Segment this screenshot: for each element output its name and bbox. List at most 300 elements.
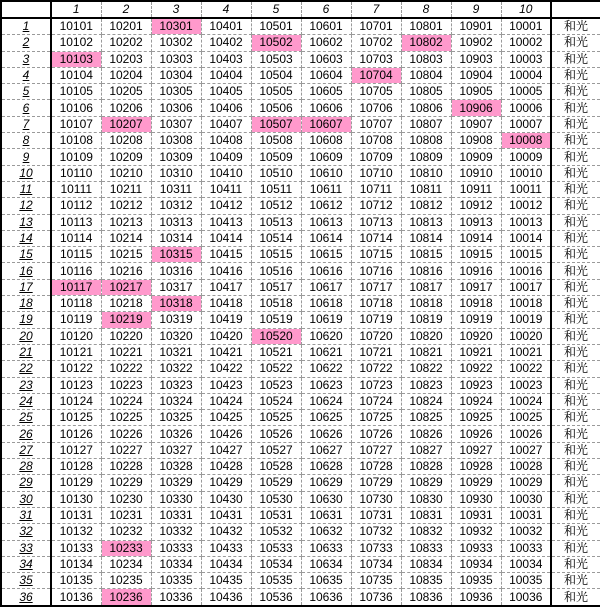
data-cell[interactable]: 10403	[201, 51, 251, 67]
data-cell[interactable]: 10631	[301, 507, 351, 523]
data-cell[interactable]: 10710	[351, 165, 401, 181]
data-cell[interactable]: 10436	[201, 589, 251, 606]
data-cell[interactable]: 10117	[51, 279, 101, 295]
data-cell[interactable]: 10801	[401, 18, 451, 35]
data-cell[interactable]: 10405	[201, 84, 251, 100]
data-cell[interactable]: 10036	[501, 589, 551, 606]
data-cell[interactable]: 10518	[251, 296, 301, 312]
data-cell[interactable]: 10713	[351, 214, 401, 230]
data-cell[interactable]: 10124	[51, 393, 101, 409]
data-cell[interactable]: 10914	[451, 230, 501, 246]
data-cell[interactable]: 10320	[151, 328, 201, 344]
data-cell[interactable]: 10620	[301, 328, 351, 344]
data-cell[interactable]: 10533	[251, 540, 301, 556]
data-cell[interactable]: 10918	[451, 296, 501, 312]
data-cell[interactable]: 10215	[101, 247, 151, 263]
data-cell[interactable]: 10404	[201, 67, 251, 83]
data-cell[interactable]: 10736	[351, 589, 401, 606]
data-cell[interactable]: 10511	[251, 181, 301, 197]
data-cell[interactable]: 10505	[251, 84, 301, 100]
data-cell[interactable]: 10601	[301, 18, 351, 35]
data-cell[interactable]: 10214	[101, 230, 151, 246]
data-cell[interactable]: 10813	[401, 214, 451, 230]
data-cell[interactable]: 10228	[101, 459, 151, 475]
data-cell[interactable]: 10030	[501, 491, 551, 507]
data-cell[interactable]: 10625	[301, 410, 351, 426]
data-cell[interactable]: 10616	[301, 263, 351, 279]
data-cell[interactable]: 10119	[51, 312, 101, 328]
data-cell[interactable]: 10707	[351, 116, 401, 132]
data-cell[interactable]: 10106	[51, 100, 101, 116]
data-cell[interactable]: 10021	[501, 344, 551, 360]
data-cell[interactable]: 10924	[451, 393, 501, 409]
data-cell[interactable]: 10223	[101, 377, 151, 393]
data-cell[interactable]: 10714	[351, 230, 401, 246]
data-cell[interactable]: 10122	[51, 361, 101, 377]
data-cell[interactable]: 10201	[101, 18, 151, 35]
data-cell[interactable]: 10734	[351, 556, 401, 572]
data-cell[interactable]: 10335	[151, 573, 201, 589]
data-cell[interactable]: 10222	[101, 361, 151, 377]
data-cell[interactable]: 10731	[351, 507, 401, 523]
data-cell[interactable]: 10908	[451, 133, 501, 149]
data-cell[interactable]: 10919	[451, 312, 501, 328]
data-cell[interactable]: 10118	[51, 296, 101, 312]
data-cell[interactable]: 10311	[151, 181, 201, 197]
data-cell[interactable]: 10336	[151, 589, 201, 606]
data-cell[interactable]: 10802	[401, 35, 451, 51]
data-cell[interactable]: 10035	[501, 573, 551, 589]
data-cell[interactable]: 10523	[251, 377, 301, 393]
data-cell[interactable]: 10903	[451, 51, 501, 67]
data-cell[interactable]: 10219	[101, 312, 151, 328]
data-cell[interactable]: 10004	[501, 67, 551, 83]
data-cell[interactable]: 10003	[501, 51, 551, 67]
data-cell[interactable]: 10716	[351, 263, 401, 279]
data-cell[interactable]: 10902	[451, 35, 501, 51]
data-cell[interactable]: 10906	[451, 100, 501, 116]
data-cell[interactable]: 10534	[251, 556, 301, 572]
data-cell[interactable]: 10527	[251, 442, 301, 458]
data-cell[interactable]: 10127	[51, 442, 101, 458]
data-cell[interactable]: 10621	[301, 344, 351, 360]
data-cell[interactable]: 10629	[301, 475, 351, 491]
data-cell[interactable]: 10017	[501, 279, 551, 295]
data-cell[interactable]: 10824	[401, 393, 451, 409]
data-cell[interactable]: 10333	[151, 540, 201, 556]
data-cell[interactable]: 10623	[301, 377, 351, 393]
data-cell[interactable]: 10104	[51, 67, 101, 83]
data-cell[interactable]: 10421	[201, 344, 251, 360]
data-cell[interactable]: 10107	[51, 116, 101, 132]
data-cell[interactable]: 10920	[451, 328, 501, 344]
data-cell[interactable]: 10917	[451, 279, 501, 295]
data-cell[interactable]: 10506	[251, 100, 301, 116]
data-cell[interactable]: 10504	[251, 67, 301, 83]
data-cell[interactable]: 10008	[501, 133, 551, 149]
data-cell[interactable]: 10514	[251, 230, 301, 246]
data-cell[interactable]: 10703	[351, 51, 401, 67]
data-cell[interactable]: 10510	[251, 165, 301, 181]
data-cell[interactable]: 10807	[401, 116, 451, 132]
data-cell[interactable]: 10911	[451, 181, 501, 197]
data-cell[interactable]: 10130	[51, 491, 101, 507]
data-cell[interactable]: 10414	[201, 230, 251, 246]
data-cell[interactable]: 10025	[501, 410, 551, 426]
data-cell[interactable]: 10432	[201, 524, 251, 540]
data-cell[interactable]: 10115	[51, 247, 101, 263]
data-cell[interactable]: 10226	[101, 426, 151, 442]
data-cell[interactable]: 10717	[351, 279, 401, 295]
data-cell[interactable]: 10733	[351, 540, 401, 556]
data-cell[interactable]: 10132	[51, 524, 101, 540]
data-cell[interactable]: 10831	[401, 507, 451, 523]
data-cell[interactable]: 10409	[201, 149, 251, 165]
data-cell[interactable]: 10321	[151, 344, 201, 360]
data-cell[interactable]: 10608	[301, 133, 351, 149]
data-cell[interactable]: 10433	[201, 540, 251, 556]
data-cell[interactable]: 10205	[101, 84, 151, 100]
data-cell[interactable]: 10521	[251, 344, 301, 360]
data-cell[interactable]: 10125	[51, 410, 101, 426]
data-cell[interactable]: 10032	[501, 524, 551, 540]
data-cell[interactable]: 10309	[151, 149, 201, 165]
data-cell[interactable]: 10317	[151, 279, 201, 295]
data-cell[interactable]: 10322	[151, 361, 201, 377]
data-cell[interactable]: 10402	[201, 35, 251, 51]
data-cell[interactable]: 10221	[101, 344, 151, 360]
data-cell[interactable]: 10611	[301, 181, 351, 197]
data-cell[interactable]: 10930	[451, 491, 501, 507]
data-cell[interactable]: 10613	[301, 214, 351, 230]
data-cell[interactable]: 10712	[351, 198, 401, 214]
data-cell[interactable]: 10029	[501, 475, 551, 491]
data-cell[interactable]: 10327	[151, 442, 201, 458]
data-cell[interactable]: 10420	[201, 328, 251, 344]
data-cell[interactable]: 10609	[301, 149, 351, 165]
data-cell[interactable]: 10213	[101, 214, 151, 230]
data-cell[interactable]: 10227	[101, 442, 151, 458]
data-cell[interactable]: 10934	[451, 556, 501, 572]
data-cell[interactable]: 10635	[301, 573, 351, 589]
data-cell[interactable]: 10525	[251, 410, 301, 426]
data-cell[interactable]: 10910	[451, 165, 501, 181]
data-cell[interactable]: 10723	[351, 377, 401, 393]
data-cell[interactable]: 10622	[301, 361, 351, 377]
data-cell[interactable]: 10204	[101, 67, 151, 83]
data-cell[interactable]: 10835	[401, 573, 451, 589]
data-cell[interactable]: 10034	[501, 556, 551, 572]
data-cell[interactable]: 10225	[101, 410, 151, 426]
data-cell[interactable]: 10725	[351, 410, 401, 426]
data-cell[interactable]: 10726	[351, 426, 401, 442]
data-cell[interactable]: 10415	[201, 247, 251, 263]
data-cell[interactable]: 10927	[451, 442, 501, 458]
data-cell[interactable]: 10519	[251, 312, 301, 328]
data-cell[interactable]: 10818	[401, 296, 451, 312]
data-cell[interactable]: 10730	[351, 491, 401, 507]
data-cell[interactable]: 10702	[351, 35, 401, 51]
data-cell[interactable]: 10536	[251, 589, 301, 606]
data-cell[interactable]: 10324	[151, 393, 201, 409]
data-cell[interactable]: 10817	[401, 279, 451, 295]
data-cell[interactable]: 10010	[501, 165, 551, 181]
data-cell[interactable]: 10411	[201, 181, 251, 197]
data-cell[interactable]: 10830	[401, 491, 451, 507]
data-cell[interactable]: 10905	[451, 84, 501, 100]
data-cell[interactable]: 10803	[401, 51, 451, 67]
data-cell[interactable]: 10024	[501, 393, 551, 409]
data-cell[interactable]: 10526	[251, 426, 301, 442]
data-cell[interactable]: 10832	[401, 524, 451, 540]
data-cell[interactable]: 10306	[151, 100, 201, 116]
data-cell[interactable]: 10823	[401, 377, 451, 393]
data-cell[interactable]: 10209	[101, 149, 151, 165]
data-cell[interactable]: 10834	[401, 556, 451, 572]
data-cell[interactable]: 10434	[201, 556, 251, 572]
data-cell[interactable]: 10532	[251, 524, 301, 540]
data-cell[interactable]: 10208	[101, 133, 151, 149]
data-cell[interactable]: 10229	[101, 475, 151, 491]
data-cell[interactable]: 10236	[101, 589, 151, 606]
data-cell[interactable]: 10633	[301, 540, 351, 556]
data-cell[interactable]: 10513	[251, 214, 301, 230]
data-cell[interactable]: 10607	[301, 116, 351, 132]
data-cell[interactable]: 10816	[401, 263, 451, 279]
data-cell[interactable]: 10708	[351, 133, 401, 149]
data-cell[interactable]: 10423	[201, 377, 251, 393]
data-cell[interactable]: 10129	[51, 475, 101, 491]
data-cell[interactable]: 10706	[351, 100, 401, 116]
data-cell[interactable]: 10013	[501, 214, 551, 230]
data-cell[interactable]: 10231	[101, 507, 151, 523]
data-cell[interactable]: 10430	[201, 491, 251, 507]
data-cell[interactable]: 10312	[151, 198, 201, 214]
data-cell[interactable]: 10020	[501, 328, 551, 344]
data-cell[interactable]: 10935	[451, 573, 501, 589]
data-cell[interactable]: 10916	[451, 263, 501, 279]
data-cell[interactable]: 10011	[501, 181, 551, 197]
data-cell[interactable]: 10022	[501, 361, 551, 377]
data-cell[interactable]: 10418	[201, 296, 251, 312]
data-cell[interactable]: 10331	[151, 507, 201, 523]
data-cell[interactable]: 10933	[451, 540, 501, 556]
data-cell[interactable]: 10602	[301, 35, 351, 51]
data-cell[interactable]: 10829	[401, 475, 451, 491]
data-cell[interactable]: 10821	[401, 344, 451, 360]
data-cell[interactable]: 10720	[351, 328, 401, 344]
data-cell[interactable]: 10827	[401, 442, 451, 458]
data-cell[interactable]: 10520	[251, 328, 301, 344]
data-cell[interactable]: 10711	[351, 181, 401, 197]
data-cell[interactable]: 10709	[351, 149, 401, 165]
data-cell[interactable]: 10224	[101, 393, 151, 409]
data-cell[interactable]: 10134	[51, 556, 101, 572]
data-cell[interactable]: 10401	[201, 18, 251, 35]
data-cell[interactable]: 10217	[101, 279, 151, 295]
data-cell[interactable]: 10110	[51, 165, 101, 181]
data-cell[interactable]: 10210	[101, 165, 151, 181]
data-cell[interactable]: 10516	[251, 263, 301, 279]
data-cell[interactable]: 10429	[201, 475, 251, 491]
data-cell[interactable]: 10704	[351, 67, 401, 83]
data-cell[interactable]: 10308	[151, 133, 201, 149]
data-cell[interactable]: 10530	[251, 491, 301, 507]
data-cell[interactable]: 10503	[251, 51, 301, 67]
data-cell[interactable]: 10925	[451, 410, 501, 426]
data-cell[interactable]: 10328	[151, 459, 201, 475]
data-cell[interactable]: 10006	[501, 100, 551, 116]
data-cell[interactable]: 10822	[401, 361, 451, 377]
data-cell[interactable]: 10604	[301, 67, 351, 83]
data-cell[interactable]: 10624	[301, 393, 351, 409]
data-cell[interactable]: 10128	[51, 459, 101, 475]
data-cell[interactable]: 10926	[451, 426, 501, 442]
data-cell[interactable]: 10428	[201, 459, 251, 475]
data-cell[interactable]: 10330	[151, 491, 201, 507]
data-cell[interactable]: 10508	[251, 133, 301, 149]
data-cell[interactable]: 10133	[51, 540, 101, 556]
data-cell[interactable]: 10002	[501, 35, 551, 51]
data-cell[interactable]: 10109	[51, 149, 101, 165]
data-cell[interactable]: 10301	[151, 18, 201, 35]
data-cell[interactable]: 10111	[51, 181, 101, 197]
data-cell[interactable]: 10833	[401, 540, 451, 556]
data-cell[interactable]: 10735	[351, 573, 401, 589]
data-cell[interactable]: 10528	[251, 459, 301, 475]
data-cell[interactable]: 10102	[51, 35, 101, 51]
data-cell[interactable]: 10408	[201, 133, 251, 149]
data-cell[interactable]: 10105	[51, 84, 101, 100]
data-cell[interactable]: 10909	[451, 149, 501, 165]
data-cell[interactable]: 10113	[51, 214, 101, 230]
data-cell[interactable]: 10502	[251, 35, 301, 51]
data-cell[interactable]: 10326	[151, 426, 201, 442]
data-cell[interactable]: 10310	[151, 165, 201, 181]
data-cell[interactable]: 10617	[301, 279, 351, 295]
data-cell[interactable]: 10628	[301, 459, 351, 475]
data-cell[interactable]: 10120	[51, 328, 101, 344]
data-cell[interactable]: 10203	[101, 51, 151, 67]
data-cell[interactable]: 10921	[451, 344, 501, 360]
data-cell[interactable]: 10811	[401, 181, 451, 197]
data-cell[interactable]: 10015	[501, 247, 551, 263]
data-cell[interactable]: 10923	[451, 377, 501, 393]
data-cell[interactable]: 10319	[151, 312, 201, 328]
data-cell[interactable]: 10323	[151, 377, 201, 393]
data-cell[interactable]: 10721	[351, 344, 401, 360]
data-cell[interactable]: 10316	[151, 263, 201, 279]
data-cell[interactable]: 10630	[301, 491, 351, 507]
data-cell[interactable]: 10531	[251, 507, 301, 523]
data-cell[interactable]: 10815	[401, 247, 451, 263]
data-cell[interactable]: 10419	[201, 312, 251, 328]
data-cell[interactable]: 10515	[251, 247, 301, 263]
data-cell[interactable]: 10422	[201, 361, 251, 377]
data-cell[interactable]: 10529	[251, 475, 301, 491]
data-cell[interactable]: 10632	[301, 524, 351, 540]
data-cell[interactable]: 10112	[51, 198, 101, 214]
data-cell[interactable]: 10605	[301, 84, 351, 100]
data-cell[interactable]: 10218	[101, 296, 151, 312]
data-cell[interactable]: 10626	[301, 426, 351, 442]
data-cell[interactable]: 10202	[101, 35, 151, 51]
data-cell[interactable]: 10912	[451, 198, 501, 214]
data-cell[interactable]: 10026	[501, 426, 551, 442]
data-cell[interactable]: 10804	[401, 67, 451, 83]
data-cell[interactable]: 10931	[451, 507, 501, 523]
data-cell[interactable]: 10005	[501, 84, 551, 100]
data-cell[interactable]: 10812	[401, 198, 451, 214]
data-cell[interactable]: 10836	[401, 589, 451, 606]
data-cell[interactable]: 10302	[151, 35, 201, 51]
data-cell[interactable]: 10820	[401, 328, 451, 344]
data-cell[interactable]: 10435	[201, 573, 251, 589]
data-cell[interactable]: 10207	[101, 116, 151, 132]
data-cell[interactable]: 10535	[251, 573, 301, 589]
data-cell[interactable]: 10932	[451, 524, 501, 540]
data-cell[interactable]: 10705	[351, 84, 401, 100]
data-cell[interactable]: 10329	[151, 475, 201, 491]
data-cell[interactable]: 10018	[501, 296, 551, 312]
data-cell[interactable]: 10114	[51, 230, 101, 246]
data-cell[interactable]: 10718	[351, 296, 401, 312]
data-cell[interactable]: 10915	[451, 247, 501, 263]
data-cell[interactable]: 10233	[101, 540, 151, 556]
data-cell[interactable]: 10413	[201, 214, 251, 230]
data-cell[interactable]: 10636	[301, 589, 351, 606]
data-cell[interactable]: 10936	[451, 589, 501, 606]
data-cell[interactable]: 10412	[201, 198, 251, 214]
data-cell[interactable]: 10719	[351, 312, 401, 328]
data-cell[interactable]: 10313	[151, 214, 201, 230]
data-cell[interactable]: 10023	[501, 377, 551, 393]
data-cell[interactable]: 10304	[151, 67, 201, 83]
data-cell[interactable]: 10307	[151, 116, 201, 132]
data-cell[interactable]: 10606	[301, 100, 351, 116]
data-cell[interactable]: 10314	[151, 230, 201, 246]
data-cell[interactable]: 10123	[51, 377, 101, 393]
data-cell[interactable]: 10232	[101, 524, 151, 540]
data-cell[interactable]: 10805	[401, 84, 451, 100]
data-cell[interactable]: 10012	[501, 198, 551, 214]
data-cell[interactable]: 10033	[501, 540, 551, 556]
data-cell[interactable]: 10814	[401, 230, 451, 246]
data-cell[interactable]: 10806	[401, 100, 451, 116]
data-cell[interactable]: 10501	[251, 18, 301, 35]
data-cell[interactable]: 10727	[351, 442, 401, 458]
data-cell[interactable]: 10701	[351, 18, 401, 35]
data-cell[interactable]: 10009	[501, 149, 551, 165]
data-cell[interactable]: 10027	[501, 442, 551, 458]
data-cell[interactable]: 10603	[301, 51, 351, 67]
data-cell[interactable]: 10524	[251, 393, 301, 409]
data-cell[interactable]: 10612	[301, 198, 351, 214]
data-cell[interactable]: 10928	[451, 459, 501, 475]
data-cell[interactable]: 10828	[401, 459, 451, 475]
data-cell[interactable]: 10116	[51, 263, 101, 279]
data-cell[interactable]: 10407	[201, 116, 251, 132]
data-cell[interactable]: 10417	[201, 279, 251, 295]
data-cell[interactable]: 10424	[201, 393, 251, 409]
data-cell[interactable]: 10913	[451, 214, 501, 230]
data-cell[interactable]: 10610	[301, 165, 351, 181]
data-cell[interactable]: 10031	[501, 507, 551, 523]
data-cell[interactable]: 10907	[451, 116, 501, 132]
data-cell[interactable]: 10614	[301, 230, 351, 246]
data-cell[interactable]: 10901	[451, 18, 501, 35]
data-cell[interactable]: 10732	[351, 524, 401, 540]
